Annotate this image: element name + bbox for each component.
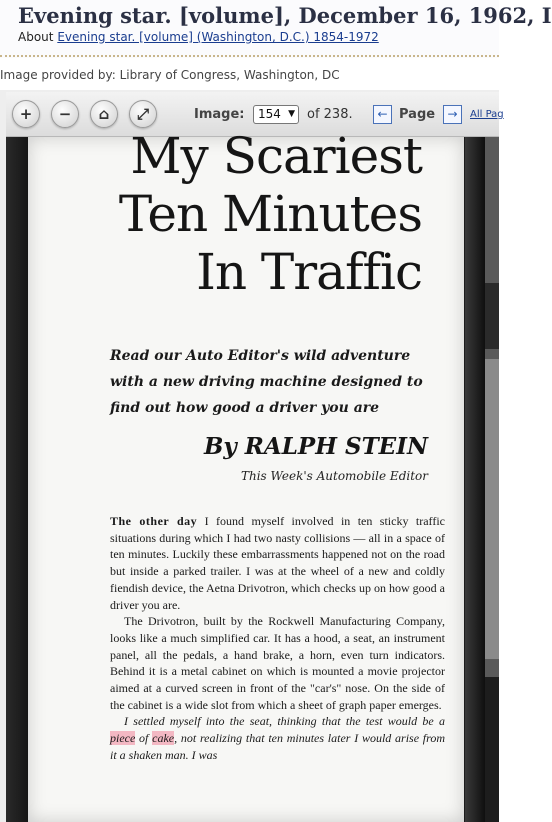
- image-number-value: 154: [258, 107, 281, 121]
- image-label: Image:: [194, 107, 245, 122]
- article-body: [110, 513, 445, 764]
- paragraph-text: of: [135, 731, 153, 746]
- previous-page-button[interactable]: [373, 105, 392, 124]
- search-highlight: cake: [152, 731, 175, 746]
- deck-line: Read our Auto Editor's wild adventure: [110, 348, 411, 364]
- adjacent-page-photo: [485, 677, 499, 822]
- adjacent-page-photo: [485, 359, 499, 659]
- paragraph-text: , not realizing that ten minutes later I would arise from it a shaken man. I was: [110, 731, 445, 762]
- deck-line: find out how good a driver you are: [110, 400, 380, 416]
- headline-line: In Traffic: [196, 243, 422, 301]
- page-title: Evening star. [volume], December 16, 1962, I: [18, 3, 552, 28]
- page-label: Page: [399, 107, 436, 122]
- about-prefix: About: [18, 30, 54, 44]
- lead-in: The other day: [110, 514, 198, 528]
- article-deck: [110, 343, 450, 421]
- minus-icon: −: [58, 105, 72, 123]
- author-role: This Week's Automobile Editor: [240, 469, 428, 483]
- arrow-left-icon: ←: [377, 107, 388, 121]
- scan-border-left: [6, 137, 28, 822]
- newspaper-scan[interactable]: [6, 127, 499, 822]
- newspaper-page: [28, 127, 464, 822]
- about-line: [18, 30, 379, 44]
- paragraph: [110, 713, 445, 763]
- deck-line: with a new driving machine designed to: [110, 374, 423, 390]
- image-total: of 238.: [307, 107, 353, 122]
- about-link[interactable]: Evening star. [volume] (Washington, D.C.) 1854-1972: [57, 30, 379, 44]
- zoom-out-button[interactable]: [51, 100, 79, 128]
- article-byline: By RALPH STEIN: [203, 433, 428, 460]
- fullscreen-icon: ⤢: [136, 105, 149, 123]
- image-number-select[interactable]: [253, 105, 299, 124]
- chevron-down-icon: ▼: [288, 109, 295, 119]
- search-highlight: piece: [110, 731, 136, 746]
- article-headline: [119, 127, 422, 301]
- headline-line: Ten Minutes: [118, 185, 422, 243]
- arrow-right-icon: →: [447, 107, 458, 121]
- adjacent-page-photo: [485, 283, 499, 349]
- home-icon: ⌂: [98, 105, 110, 123]
- paragraph-text: I settled myself into the seat, thinking that the test would be a: [124, 714, 445, 729]
- image-viewer: [0, 90, 504, 822]
- all-pages-link[interactable]: All Pag: [470, 109, 504, 120]
- next-page-button[interactable]: [443, 105, 462, 124]
- plus-icon: +: [19, 105, 33, 123]
- full-page-button[interactable]: [129, 100, 157, 128]
- zoom-in-button[interactable]: [12, 100, 40, 128]
- home-button[interactable]: [90, 100, 118, 128]
- paragraph-text: The Drivotron, built by the Rockwell Manufacturing Company, looks like a much simplified car. It has a hood, a seat, an instrument panel, all the pedals, a hand brake, a horn, even turn indicators. Behind it is a metal cabinet on which is mounted a movie projector aimed at a curved screen in front of the "car's" nose. On the side of the cabinet is a wide slot from which a sheet of graph paper emerges.: [110, 614, 445, 712]
- dotted-divider: [0, 55, 499, 57]
- paragraph: [110, 613, 445, 713]
- header: [0, 0, 552, 58]
- paragraph: [110, 513, 445, 613]
- image-provider-text: Image provided by: Library of Congress, Washington, DC: [0, 68, 340, 82]
- page-gutter: [465, 137, 485, 822]
- paragraph-text: I found myself involved in ten sticky traffic situations during which I had two nasty collisions — all in a space of ten minutes. Luckily these embarrassments happened not on the road but inside a parked trailer. I was at the wheel of a new and coldly fiendish device, the Aetna Drivotron, which checks up on how good a driver you are.: [110, 514, 445, 612]
- headline-line: My Scariest: [130, 127, 422, 185]
